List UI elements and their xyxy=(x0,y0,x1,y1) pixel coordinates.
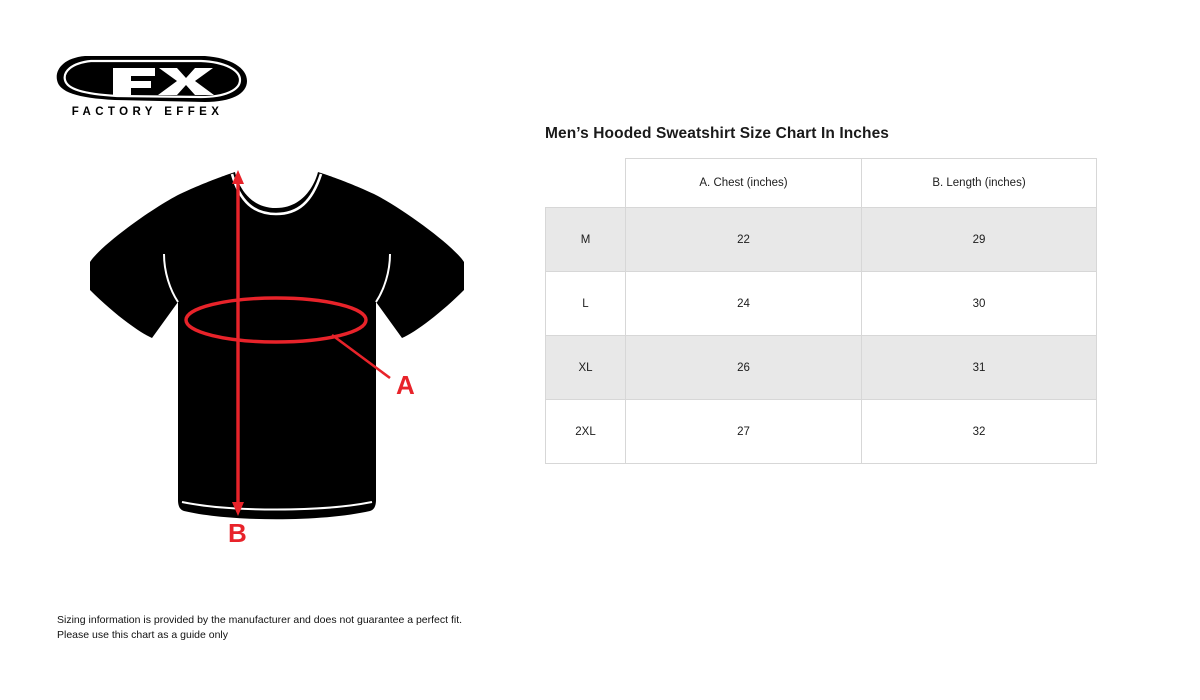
cell-length: 32 xyxy=(862,400,1097,464)
measure-label-length: B xyxy=(228,518,247,548)
size-chart-section xyxy=(545,125,1105,464)
cell-size: L xyxy=(546,272,626,336)
column-header-chest: A. Chest (inches) xyxy=(626,159,862,208)
table-row xyxy=(546,400,1097,464)
cell-size: M xyxy=(546,208,626,272)
cell-size: 2XL xyxy=(546,400,626,464)
cell-chest: 24 xyxy=(626,272,862,336)
cell-chest: 27 xyxy=(626,400,862,464)
table-row xyxy=(546,272,1097,336)
disclaimer-line-2: Please use this chart as a guide only xyxy=(57,629,229,641)
tshirt-illustration xyxy=(60,150,520,570)
cell-length: 31 xyxy=(862,336,1097,400)
brand-wordmark: FACTORY EFFEX xyxy=(71,106,224,118)
fx-logo-icon xyxy=(55,48,250,104)
brand-logo xyxy=(55,48,250,118)
tshirt-diagram xyxy=(60,150,520,570)
table-row xyxy=(546,336,1097,400)
table-header-row xyxy=(546,159,1097,208)
cell-length: 29 xyxy=(862,208,1097,272)
disclaimer-line-1: Sizing information is provided by the manufacturer and does not guarantee a perfect fit. xyxy=(57,614,463,626)
column-header-length: B. Length (inches) xyxy=(862,159,1097,208)
cell-size: XL xyxy=(546,336,626,400)
cell-chest: 22 xyxy=(626,208,862,272)
cell-chest: 26 xyxy=(626,336,862,400)
cell-length: 30 xyxy=(862,272,1097,336)
column-header-size xyxy=(546,159,626,208)
table-row xyxy=(546,208,1097,272)
page-title: Men’s Hooded Sweatshirt Size Chart In Inches xyxy=(545,125,890,142)
measure-label-chest: A xyxy=(396,370,415,400)
disclaimer xyxy=(57,613,462,643)
size-chart-table xyxy=(545,158,1097,464)
